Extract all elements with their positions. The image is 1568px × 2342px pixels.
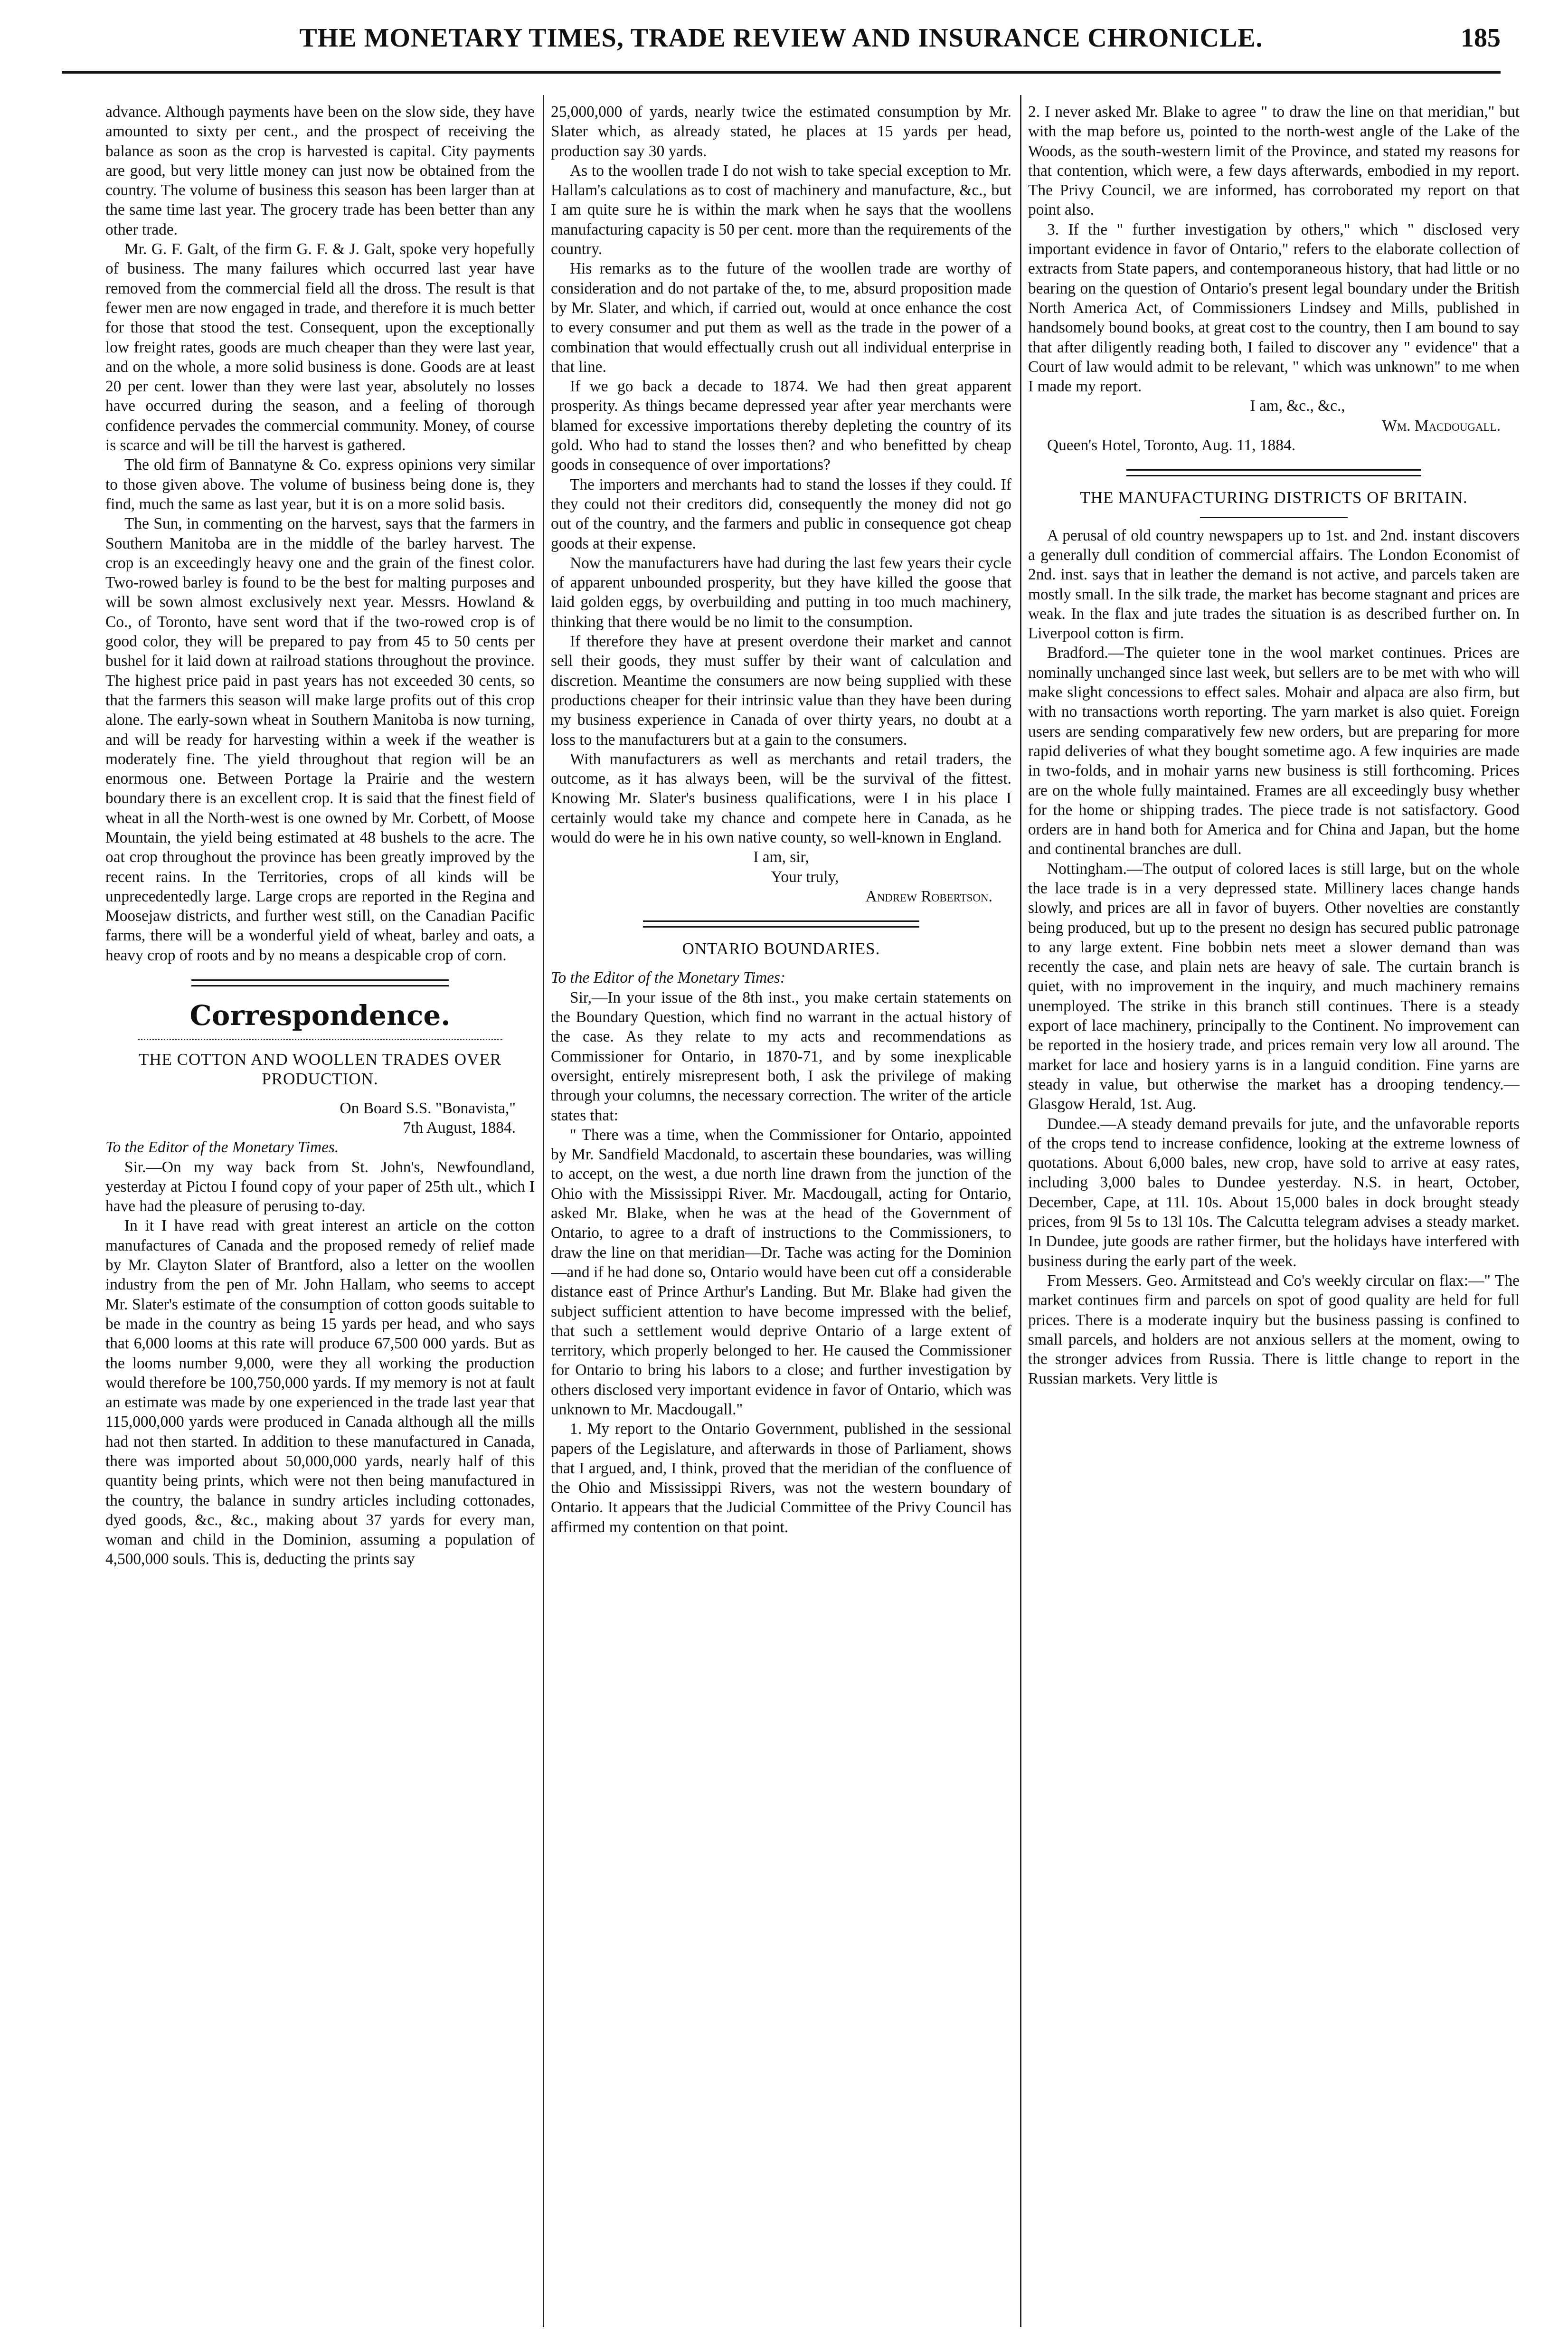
paragraph: 2. I never asked Mr. Blake to agree " to draw the line on that meridian," but with the map before us, pointed to the north-west angle of the Lake of the Woods, as the south-western limit of the Province, and stated my reasons for that contention, which were, a few days afterwards, embodied in my report. The Privy Council, we are informed, has corroborated my report on that point also. <box>1028 103 1520 219</box>
paragraph: As to the woollen trade I do not wish to take special exception to Mr. Hallam's calculations as to cost of machinery and manufacture, &c., but I am quite sure he is within the mark when he says that the woollens manufacturing capacity is 50 per cent. more than the requirements of the country. <box>551 161 1011 258</box>
paragraph: advance. Although payments have been on the slow side, they have amounted to sixty per cent., and the prospect of receiving the balance as soon as the crop is harvested is capital. City payments are good, but very little money can just now be obtained from the country. The volume of business this season has been larger than at the same time last year. The grocery trade has been better than any other trade. <box>105 103 535 238</box>
signoff-line: I am, &c., &c., <box>1250 397 1345 415</box>
paragraph: Dundee.—A steady demand prevails for jute, and the unfavorable reports of the crops tend to increase confidence, looking at the extreme lowness of quotations. About 6,000 bales, new crop, have sold to arrive at easy rates, including 3,000 bales to Dundee yesterday. N.S. in heart, October, December, Cape, at 11l. 10s. About 15,000 bales in dock brought steady prices, from 9l 5s to 13l 10s. The Calcutta telegram advises a steady market. In Dundee, jute goods are rather firmer, but the holidays have interfered with business during the early part of the week. <box>1028 1115 1520 1270</box>
section-divider <box>1126 469 1421 476</box>
ornamental-rule <box>138 1039 502 1040</box>
paragraph: Now the manufacturers have had during the last few years their cycle of apparent unbounded prosperity, but they have killed the goose that laid golden eggs, by overbuilding and putting in too much machinery, thinking that there would be no limit to the consumption. <box>551 554 1011 631</box>
section-divider <box>643 920 919 928</box>
paragraph: From Messers. Geo. Armitstead and Co's weekly circular on flax:—" The market continues firm and parcels on spot of good quality are held for full prices. There is a moderate inquiry but the business passing is confined to small parcels, and holders are not anxious sellers at the moment, owing to the stronger advices from Russia. There is little change to report in the Russian markets. Very little is <box>1028 1271 1520 1388</box>
article-title: THE MANUFACTURING DISTRICTS OF BRITAIN. <box>1080 488 1468 507</box>
salutation: To the Editor of the Monetary Times. <box>105 1138 339 1157</box>
signoff-line: I am, sir, <box>753 848 809 866</box>
paragraph: Bradford.—The quieter tone in the wool market continues. Prices are nominally unchanged since last week, but sellers are to be met with who will make slight concessions to effect sales. Mohair and alpaca are also firm, but with no transactions worth reporting. The yarn market is also quiet. Foreign users are sending comparatively few new orders, but are preparing for more rapid deliveries of what they bought sometime ago. A few inquiries are made in two-folds, and in mohair yarns new business is still forthcoming. Prices are on the whole fully maintained. Frames are all exceedingly busy whether for the home or shipping trades. The piece trade is not satisfactory. Good orders are in hand both for America and for China and Japan, but the home and continental branches are dull. <box>1028 644 1520 858</box>
column-divider <box>543 95 544 2327</box>
paragraph: 1. My report to the Ontario Government, published in the sessional papers of the Legislature, and afterwards in those of Parliament, shows that I argued, and, I think, proved that the meridian of the confluence of the Ohio and Mississippi Rivers, was not the western boundary of Ontario. It appears that the Judicial Committee of the Privy Council has affirmed my contention on that point. <box>551 1420 1011 1536</box>
paragraph: 25,000,000 of yards, nearly twice the estimated consumption by Mr. Slater which, as already stated, he places at 15 yards per head, production say 30 yards. <box>551 103 1011 160</box>
dateline: On Board S.S. "Bonavista," <box>340 1099 516 1117</box>
signoff-place: Queen's Hotel, Toronto, Aug. 11, 1884. <box>1047 436 1296 455</box>
paragraph: Sir.—On my way back from St. John's, Newfoundland, yesterday at Pictou I found copy of your paper of 25th ult., which I have had the pleasure of perusing to-day. <box>105 1158 535 1215</box>
paragraph: The old firm of Bannatyne & Co. express opinions very similar to those given above. The volume of business being done is, they find, much the same as last year, but it is on a more solid basis. <box>105 456 535 513</box>
paragraph: Nottingham.—The output of colored laces is still large, but on the whole the lace trade is in a very depressed state. Millinery laces change hands slowly, and prices are all in favor of buyers. Other novelties are constantly being produced, but up to the present no design has secured public patronage to any large extent. Fine bobbin nets meet a slower demand than was recently the case, and plain nets are heavy of sale. The curtain branch is quiet, with no improvement in the inquiry, and much machinery remains unemployed. The strike in this branch still continues. There is a steady export of lace machinery, principally to the Continent. No improvement can be reported in the hosiery trade, and prices remain very low all around. The market for lace and hosiery yarns is in a languid condition. Fine yarns are steady in value, but otherwise the market has a drooping tendency.—Glasgow Herald, 1st. Aug. <box>1028 860 1520 1113</box>
column-divider <box>1020 95 1021 2327</box>
section-heading: Correspondence. <box>189 999 451 1032</box>
dateline: 7th August, 1884. <box>403 1119 516 1137</box>
article-title: ONTARIO BOUNDARIES. <box>682 939 880 958</box>
signoff-line: Your truly, <box>771 868 839 886</box>
column-middle <box>551 102 1011 2330</box>
article-title: THE COTTON AND WOOLLEN TRADES OVER PRODUCTION. <box>138 1050 502 1089</box>
paragraph: His remarks as to the future of the woollen trade are worthy of consideration and do not partake of the, to me, absurd proposition made by Mr. Slater, and which, if carried out, would at once enhance the cost to every consumer and put them as well as the trade in the power of a combination that would effectually crush out all individual enterprise in that line. <box>551 260 1011 376</box>
column-right <box>1028 102 1520 2330</box>
salutation: To the Editor of the Monetary Times: <box>551 969 786 987</box>
column-left <box>105 102 535 2330</box>
paragraph: Sir,—In your issue of the 8th inst., you make certain statements on the Boundary Question, which find no warrant in the actual history of the case. As they relate to my acts and recommendations as Commissioner for Ontario, in 1870-71, and by some inexplicable oversight, entirely misrepresent both, I ask the privilege of making through your columns, the necessary correction. The writer of the article states that: <box>551 988 1011 1124</box>
paragraph: If therefore they have at present overdone their market and cannot sell their goods, they must suffer by their want of calculation and discretion. Meantime the consumers are now being supplied with these productions cheaper for their intrinsic value than they have been during my business experience in Canada of over thirty years, no doubt at a loss to the manufacturers but at a gain to the consumers. <box>551 633 1011 749</box>
page-header <box>62 19 1501 59</box>
paragraph: The importers and merchants had to stand the losses if they could. If they could not their creditors did, consequently the money did not go out of the country, and the farmers and public in consequence got cheap goods at their expense. <box>551 475 1011 552</box>
publication-title: THE MONETARY TIMES, TRADE REVIEW AND INSURANCE CHRONICLE. <box>299 23 1263 53</box>
page-number: 185 <box>1461 23 1501 53</box>
paragraph: If we go back a decade to 1874. We had then great apparent prosperity. As things became depressed year after year merchants were blamed for excessive importations thereby depleting the country of its gold. Who had to stand the losses then? and who benefitted by cheap goods in consequence of over importations? <box>551 378 1011 474</box>
paragraph: With manufacturers as well as merchants and retail traders, the outcome, as it has always been, will be the survival of the fittest. Knowing Mr. Slater's business qualifications, were I in his place I certainly would take my chance and compete here in Canada, as he would do were he in his own native county, so well-known in England. <box>551 750 1011 846</box>
paragraph: A perusal of old country newspapers up to 1st. and 2nd. instant discovers a generally dull condition of commercial affairs. The London Economist of 2nd. inst. says that in leather the demand is not active, and parcels taken are mostly small. In the silk trade, the market has become stagnant and prices are weak. In the flax and jute trades the situation is as described further on. In Liverpool cotton is firm. <box>1028 526 1520 643</box>
header-rule <box>62 71 1501 74</box>
author-signature: Wm. Macdougall. <box>1382 417 1501 435</box>
paragraph: The Sun, in commenting on the harvest, says that the farmers in Southern Manitoba are in the middle of the barley harvest. The crop is an exceedingly heavy one and the grain of the finest color. Two-rowed barley is found to be the best for malting purposes and will be sown almost exclusively next year. Messrs. Howland & Co., of Toronto, have sent word that if the two-rowed crop is of good color, they will be prepared to pay from 45 to 50 cents per bushel for it laid down at railroad stations throughout the province. The highest price paid in past years has not exceeded 30 cents, so that the farmers this season will make large profits out of this crop alone. The early-sown wheat in Southern Manitoba is now turning, and will be ready for harvesting within a week if the weather is moderately fine. The yield throughout that region will be an enormous one. Between Portage la Prairie and the western boundary there is an excellent crop. It is said that the finest field of wheat in all the North-west is one owned by Mr. Corbett, of Moose Mountain, the yield being estimated at 48 bushels to the acre. The oat crop throughout the province has been greatly improved by the recent rains. In the Territories, crops of all kinds will be unprecedentedly large. Large crops are reported in the Regina and Moosejaw districts, and further west still, on the Canadian Pacific farms, there will be a wonderful yield of wheat, barley and oats, a heavy crop of roots and by no means a despicable crop of corn. <box>105 515 535 964</box>
section-divider <box>191 979 449 986</box>
author-signature: Andrew Robertson. <box>865 887 992 905</box>
paragraph: 3. If the " further investigation by others," which " disclosed very important evidence in favor of Ontario," refers to the elaborate collection of extracts from State papers, and contemporaneous history, that had little or no bearing on the question of Ontario's present legal boundary under the British North America Act, of Commissioners Lindsey and Mills, published in handsomely bound books, at great cost to the country, then I am bound to say that after diligently reading both, I failed to discover any " evidence" that a Court of law would admit to be relevant, " which was unknown" to me when I made my report. <box>1028 220 1520 396</box>
paragraph: In it I have read with great interest an article on the cotton manufactures of Canada and the proposed remedy of relief made by Mr. Clayton Slater of Brantford, also a letter on the woollen industry from the pen of Mr. John Hallam, who seems to accept Mr. Slater's estimate of the consumption of cotton goods suitable to be made in the country as being 15 yards per head, and who says that 6,000 looms at this rate will produce 67,500 000 yards. But as the looms number 9,000, were they all working the production would therefore be 100,750,000 yards. If my memory is not at fault an estimate was made by one experienced in the trade last year that 115,000,000 yards were produced in Canada although all the mills had not then started. In addition to these manufactured in Canada, there was imported about 50,000,000 yards, nearly half of this quantity being prints, which were not then being manufactured in the country, the balance in sundry articles including cottonades, dyed goods, &c., &c., making about 37 yards for every man, woman and child in the Dominion, assuming a population of 4,500,000 souls. This is, deducting the prints say <box>105 1217 535 1568</box>
paragraph: Mr. G. F. Galt, of the firm G. F. & J. Galt, spoke very hopefully of business. The many failures which occurred last year have removed from the commercial field all the dross. The result is that fewer men are now engaged in trade, and therefore it is much better for those that stood the test. Consequent, upon the exceptionally low freight rates, goods are much cheaper than they were last year, and on the whole, a more solid business is done. Goods are at least 20 per cent. lower than they were last year, absolutely no losses have occurred during the season, and a feeling of thorough confidence pervades the commercial community. Money, of course is scarce and will be till the harvest is gathered. <box>105 240 535 455</box>
title-rule <box>1200 517 1348 518</box>
paragraph: " There was a time, when the Commissioner for Ontario, appointed by Mr. Sandfield Macdonald, to ascertain these boundaries, was willing to accept, on the west, a due north line drawn from the junction of the Ohio with the Mississippi River. Mr. Macdougall, acting for Ontario, asked Mr. Blake, when he was at the head of the Government of Ontario, to agree to a draft of instructions to the Commissioners, to draw the line on that meridian—Dr. Tache was acting for the Dominion—and if he had done so, Ontario would have been cut off a considerable distance east of Prince Arthur's Landing. But Mr. Blake had given the subject sufficient attention to have become impressed with the belief, that such a settlement would deprive Ontario of a large extent of territory, which properly belonged to her. He caused the Commissioner for Ontario to bring his labors to a close; and further investigation by others disclosed very important evidence in favor of Ontario, which was unknown to Mr. Macdougall." <box>551 1126 1011 1418</box>
